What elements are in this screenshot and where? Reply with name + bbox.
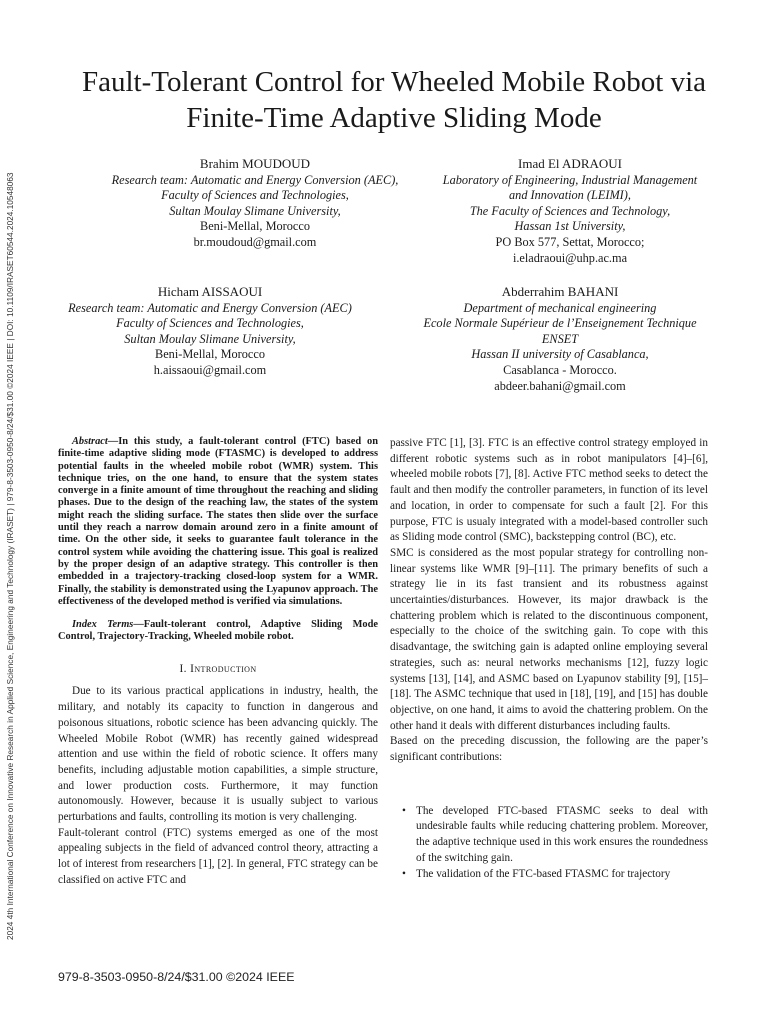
author-affiliation-line: Research team: Automatic and Energy Conversion (AEC) — [68, 300, 352, 315]
author-block-1 — [90, 156, 420, 251]
author-block-3 — [50, 284, 370, 379]
abstract-text: —In this study, a fault-tolerant control (FTC) based on finite-time adaptive sliding mode (FTASMC) is developed to address potential faults in the wheeled mobile robot (WMR) system. This technique tries, on the one hand, to ensure that the system states converge in a finite amount of time throughout the reaching and sliding phases. Due to the design of the reaching law, the states of the system might reach the sliding surface. The states then slide over the surface until they reach a narrow domain around zero in a finite amount of time. On the other side, it seeks to guarantee fault tolerance in the control system while avoiding the chattering issue. This goal is realized by the proper design of an adaptive strategy. This controller is then embedded in a trajectory-tracking closed-loop system for a WMR. Finally, the stability is demonstrated using the Lyapunov approach. The effectiveness of the developed method is verified via simulations. — [58, 436, 378, 607]
list-item — [390, 867, 708, 883]
author-affiliation-line: ENSET — [541, 331, 579, 346]
body-paragraph: Due to its various practical applications in industry, health, the military, and notably its capacity to function in dangerous and poisonous situations, robotic science has been advancing quickly. The Wheeled Mobile Robot (WMR) has recently gained widespread attention and use within the field of robotic science. It offers many benefits, including adjustable motion capabilities, a simple structure, and lower production costs. Furthermore, it may function autonomously. However, because it is usually subject to various perturbations and faults, controlling its motion is very challenging. — [58, 685, 378, 824]
index-terms-text: —Fault-tolerant control, Adaptive Sliding Mode Control, Trajectory-Tracking, Wheeled mobile robot. — [58, 619, 378, 643]
author-location: Beni-Mellal, Morocco — [200, 219, 310, 234]
author-block-4 — [370, 284, 750, 394]
author-email: br.moudoud@gmail.com — [193, 234, 317, 249]
author-affiliation-line: Department of mechanical engineering — [463, 300, 657, 315]
abstract-lead: Abstract — [72, 436, 108, 447]
list-item-text: The validation of the FTC-based FTASMC for trajectory — [416, 867, 671, 880]
author-location: Beni-Mellal, Morocco — [155, 347, 265, 362]
paper-title: Fault-Tolerant Control for Wheeled Mobile Robot via Finite-Time Adaptive Sliding Mode — [81, 66, 707, 134]
author-affiliation-line: Sultan Moulay Slimane University, — [169, 203, 341, 218]
author-affiliation-line: Hassan 1st University, — [514, 219, 626, 234]
body-paragraph: SMC is considered as the most popular strategy for controlling non-linear systems like WMR [9]–[11]. The primary benefits of such a strategy lie in its fast transient and its robustness against uncertainties/disturbances. However, its major drawback is the chattering problem which is related to the discontinuous component, especially to the choice of the switching gain. To cope with this disadvantage, the switching gain is adapted online employing several strategies, such as: neural networks mechanisms [12], fuzzy logic systems [13], [14], and ASMC based on Lyapunov stability [9], [15]–[18]. The ASMC technique that used in [18], [19], and [15] has double objective, on one hand, it aims to avoid the chattering problem. On the other hand it deals with different disturbances including faults. — [390, 546, 708, 732]
doi-side-stamp: 2024 4th International Conference on Innovative Research in Applied Science, Engineering and Technology (IRASET) | 979-8-3503-0950-8/24/$31.00 ©2024 IEEE | DOI: 10.1109/IRASET60544.2024.10548063 — [6, 172, 15, 940]
list-item-text: The developed FTC-based FTASMC seeks to deal with undesirable faults while reducing chattering problem. Moreover, the adaptive technique used in this work ensures the roundedness of the switching gain. — [416, 804, 708, 864]
section-title: Introduction — [190, 662, 257, 675]
author-location: PO Box 577, Settat, Morocco; — [495, 234, 645, 249]
author-affiliation-line: Faculty of Sciences and Technologies, — [116, 316, 304, 331]
author-email: abdeer.bahani@gmail.com — [494, 378, 626, 393]
author-email: h.aissaoui@gmail.com — [153, 362, 267, 377]
bullet-icon: • — [402, 804, 406, 817]
section-number: I. — [179, 662, 187, 675]
author-affiliation-line: Ecole Normale Supérieur de l’Enseignement Technique — [423, 316, 697, 331]
author-block-2 — [410, 156, 730, 266]
right-column — [390, 436, 708, 882]
author-name: Brahim MOUDOUD — [199, 156, 311, 171]
body-paragraph: passive FTC [1], [3]. FTC is an effective control strategy employed in different robotic systems such as in robot manipulators [4]–[6], wheeled mobile robots [7], [8]. Active FTC method seeks to detect the fault and then modify the controller parameters, in function of its level and location, in order to compensate for such a fault [2]. For this purpose, FTC is usualy integrated with a model-based controller such as Sliding mode control (SMC), backstepping control (BC), etc. — [390, 437, 708, 544]
index-terms — [58, 619, 378, 644]
author-name: Abderrahim BAHANI — [501, 284, 619, 299]
author-email: i.eladraoui@uhp.ac.ma — [512, 250, 628, 265]
abstract — [58, 436, 378, 608]
list-item — [390, 804, 708, 867]
author-affiliation-line: Sultan Moulay Slimane University, — [124, 331, 296, 346]
body-paragraph: Fault-tolerant control (FTC) systems emerged as one of the most appealing subjects in the field of advanced control theory, attracting a lot of interest from researchers [1], [2]. In general, FTC strategy can be classified on active FTC and — [58, 826, 378, 886]
contributions-list — [390, 804, 708, 883]
author-name: Hicham AISSAOUI — [157, 284, 263, 299]
author-name: Imad El ADRAOUI — [518, 156, 622, 171]
author-affiliation-line: The Faculty of Sciences and Technology, — [469, 203, 671, 218]
section-heading — [58, 662, 378, 678]
index-terms-lead: Index Terms — [72, 619, 134, 631]
copyright-footer: 979-8-3503-0950-8/24/$31.00 ©2024 IEEE — [58, 970, 295, 984]
bullet-icon: • — [402, 867, 406, 880]
body-paragraph: Based on the preceding discussion, the following are the paper’s significant contributions: — [390, 735, 708, 764]
author-location: Casablanca - Morocco. — [503, 362, 617, 377]
author-affiliation-line: and Innovation (LEIMI), — [509, 188, 631, 203]
left-column — [58, 436, 378, 889]
author-affiliation-line: Hassan II university of Casablanca, — [471, 347, 649, 362]
author-affiliation-line: Research team: Automatic and Energy Conversion (AEC), — [111, 172, 399, 187]
author-affiliation-line: Laboratory of Engineering, Industrial Management — [442, 172, 698, 187]
author-affiliation-line: Faculty of Sciences and Technologies, — [161, 188, 349, 203]
